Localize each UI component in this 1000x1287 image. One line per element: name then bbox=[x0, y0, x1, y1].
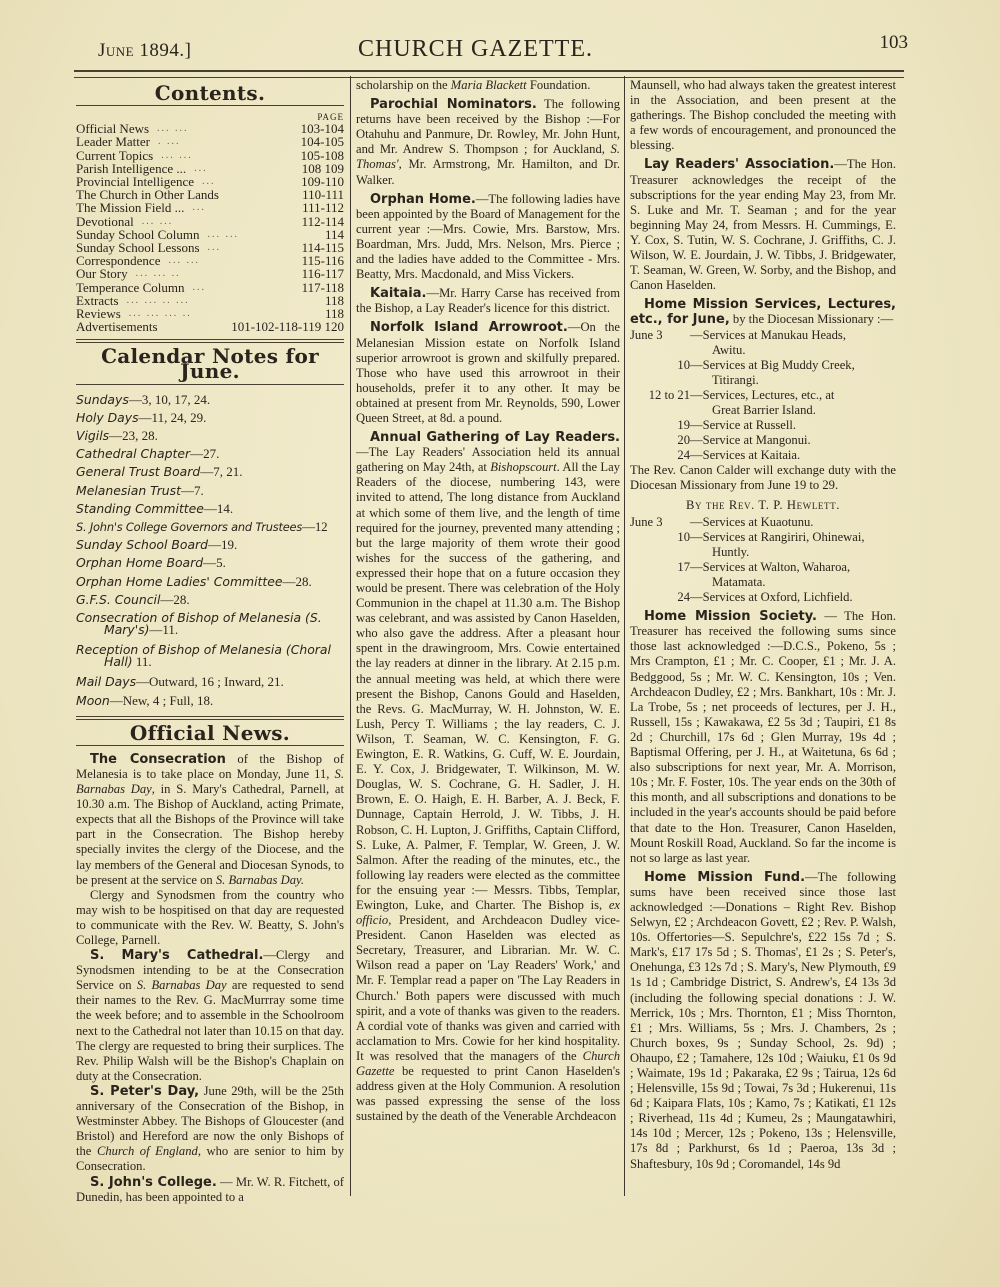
section-rule bbox=[76, 339, 344, 343]
column-middle bbox=[356, 78, 620, 1124]
calendar-entry: G.F.S. Council—28. bbox=[76, 591, 190, 607]
page-number: 103 bbox=[879, 32, 908, 53]
schedule-row: 10 —Services at Rangiriri, Ohinewai, bbox=[677, 529, 865, 544]
toc-entry[interactable]: Reviews ... ... ... .. 118 bbox=[76, 305, 344, 321]
article-norfolk-arrowroot: Norfolk Island Arrowroot.—On the Melanesian Mission estate on Norfolk Island superior arrowroot is grown and skilfully prepared. Those who have used this arrowroot in their households, prefer it to any other. It may be obtained at present from Mr. Reynolds, 590, Lower Queen Street, at 8d. a pound. bbox=[356, 320, 620, 425]
calendar-notes bbox=[76, 391, 344, 710]
schedule-row: 19 —Service at Russell. bbox=[677, 418, 796, 433]
toc-entry[interactable]: Official News ... ... 103-104 bbox=[76, 121, 344, 137]
calendar-entry: Melanesian Trust—7. bbox=[76, 482, 204, 498]
calendar-entry: Mail Days—Outward, 16 ; Inward, 21. bbox=[76, 674, 284, 690]
toc-entry[interactable]: Temperance Column ... 117-118 bbox=[76, 279, 344, 295]
column-right bbox=[630, 78, 896, 1172]
article-lay-readers-association: Lay Readers' Association.—The Hon. Treasurer acknowledges the receipt of the subscriptions for the year ending May 23, from Mr. S. Luke and Mr. T. Seaman ; and for the year beginning May 24, from Messrs. H. Cummings, E. Y. Cox, S. Tutin, W. S. Cochrane, J. Griffiths, C. J. Wilson, W. E. Jourdain, J. W. Tibbs, J. Bridgewater, T. Seaman, W. Green, W. Sorby, and the Bishop, and Canon Haselden. bbox=[630, 157, 896, 293]
article-st-johns-college: S. John's College. — Mr. W. R. Fitchett, of Dunedin, has been appointed to a bbox=[76, 1174, 344, 1204]
calendar-entry: Orphan Home Ladies' Committee—28. bbox=[76, 573, 312, 589]
service-schedule-hewlett: June 3 —Services at Kuaotunu. 10 —Services at Rangiriri, Ohinewai, Huntly. 17 —Services at Walton, Waharoa, Matamata. 24 —Services at Oxford, Lichfield. bbox=[630, 515, 896, 606]
article-lead: S. Mary's Cathedral. bbox=[90, 948, 264, 964]
issue-date: June 1894.] bbox=[98, 40, 192, 61]
calendar-entry: S. John's College Governors and Trustees—12 bbox=[76, 518, 328, 534]
toc-entry[interactable]: The Mission Field ... ... 111-112 bbox=[76, 200, 344, 216]
service-schedule: June 3 —Services at Manukau Heads, Awitu. 10 —Services at Big Muddy Creek, Titirangi. 12 to 21 —Services, Lectures, etc., at Great Barrier Island. 19 —Service at Russell. 20 —Service at Mangonui. 24 —Services at Kaitaia. bbox=[630, 328, 896, 464]
by-line: By the Rev. T. P. Hewlett. bbox=[686, 497, 840, 512]
calendar-entry: Orphan Home Board—5. bbox=[76, 555, 226, 571]
column-divider bbox=[624, 76, 625, 1196]
toc-entry[interactable]: Sunday School Lessons ... 114-115 bbox=[76, 239, 344, 255]
section-rule bbox=[76, 105, 344, 106]
article-orphan-home: Orphan Home.—The following ladies have been appointed by the Board of Management for the current year :—Mrs. Cowie, Mrs. Barstow, Mrs. Boardman, Mrs. Judd, Mrs. Nelson, Mrs. Pierce ; and the ladies have added to the Committee - Mrs. Beatty, Mrs. Macdonald, and Miss Vickers. bbox=[356, 191, 620, 282]
calendar-entry: Cathedral Chapter—27. bbox=[76, 446, 220, 462]
toc-entry[interactable]: Devotional ... ... 112-114 bbox=[76, 213, 344, 229]
toc-entry[interactable]: Our Story ... ... .. 116-117 bbox=[76, 266, 344, 282]
article-lead: S. Peter's Day, bbox=[90, 1083, 200, 1099]
article-lead: S. John's College. bbox=[90, 1174, 217, 1190]
calendar-entry-continued: Mary's)—11. bbox=[104, 622, 179, 638]
article-home-mission-services: Home Mission Services, Lectures, etc., for June, by the Diocesan Missionary :— bbox=[630, 297, 896, 328]
calendar-entry: Standing Committee—14. bbox=[76, 500, 234, 516]
section-rule bbox=[76, 745, 344, 746]
toc-entry[interactable]: Advertisements 101-102-118-119 120 bbox=[76, 319, 344, 335]
schedule-row: 12 to 21 —Services, Lectures, etc., at bbox=[648, 387, 835, 402]
schedule-row: 24 —Services at Kaitaia. bbox=[677, 448, 801, 463]
calendar-entry-continued: Hall) 11. bbox=[104, 654, 152, 670]
calendar-entry: Moon—New, 4 ; Full, 18. bbox=[76, 692, 214, 708]
toc-entry[interactable]: Sunday School Column ... ... 114 bbox=[76, 226, 344, 242]
calendar-entry: Sundays—3, 10, 17, 24. bbox=[76, 391, 211, 407]
article-lead: The Consecration bbox=[90, 751, 226, 767]
toc-page-label: PAGE bbox=[317, 112, 344, 123]
toc-entry[interactable]: Leader Matter . ... 104-105 bbox=[76, 134, 344, 150]
official-news-heading: Official News. bbox=[129, 720, 291, 745]
article-kaitaia: Kaitaia.—Mr. Harry Carse has received from the Bishop, a Lay Reader's licence for this district. bbox=[356, 286, 620, 316]
toc-entry[interactable]: Extracts ... ... .. ... 118 bbox=[76, 292, 344, 308]
toc-entry[interactable]: The Church in Other Lands 110-111 bbox=[76, 187, 344, 203]
schedule-row: 20 —Service at Mangonui. bbox=[677, 433, 811, 448]
toc-entry[interactable]: Provincial Intelligence ... 109-110 bbox=[76, 173, 344, 189]
column-left bbox=[76, 78, 344, 1205]
article-st-marys-cathedral: S. Mary's Cathedral.—Clergy and Synodsmen intending to be at the Consecration Service on S. Barnabas Day are requested to send their names to the Rev. G. MacMurrray some time the week before; and to assemble in the Schoolroom next to the Cathedral not later than 10.15 on that day. The clergy are requested to bring their surplices. The Rev. Philip Walsh will be the Bishop's Chaplain on duty at the Consecration. bbox=[76, 948, 345, 1083]
article-parochial-nominators: Parochial Nominators. The following returns have been received by the Bishop :—For Otahuhu and Panmure, Dr. Rowley, Mr. John Hunt, and Mr. Andrew S. Thompson ; for Auckland, S. Thomas', Mr. Armstrong, Mr. Hamilton, and Dr. Walker. bbox=[356, 97, 621, 187]
calendar-entry: Holy Days—11, 24, 29. bbox=[76, 409, 207, 425]
page-header bbox=[98, 30, 908, 70]
column-divider bbox=[350, 76, 351, 1196]
schedule-row: June 3 —Services at Manukau Heads, bbox=[630, 327, 846, 342]
toc-entry[interactable]: Current Topics ... ... 105-108 bbox=[76, 147, 344, 163]
continued-text: Maunsell, who had always taken the greatest interest in the Association, and been present at the gatherings. The Bishop concluded the meeting with a few words of encouragement, and pronounced the blessing. bbox=[630, 78, 896, 153]
schedule-row: 17 —Services at Walton, Waharoa, bbox=[677, 559, 851, 574]
article-annual-gathering: Annual Gathering of Lay Readers. —The Lay Readers' Association held its annual gathering on May 24th, at Bishopscourt. All the Lay Readers of the diocese, numbering 143, were invited to attend, The long distance from Auckland at which some of them live, and the length of time required for the journey, prevented many attending ; but the large majority of them wrote their good wishes for the success of the gathering, and expressed their hope that on a future occasion they would be present. There was celebration of the Holy Communion in the chapel at 11.30 a.m. The Bishop was celebrant, and was assisted by Canon Haselden, who also gave the address. After a pleasant hour spent in the drawingroom, Mrs. Cowie entertained the lay readers at dinner in the library. At 2.15 p.m. the annual meeting was held, at which there were present the Bishop, Canons Gould and Haselden, the Revs. G. MacMurray, W. H. Johnston, W. E. Lush, Percy T. Williams ; the lay readers, C. J. Wilson, T. Seaman, W. C. Kensington, F. G. Ewington, E. R. Watkins, G. Cuff, W. E. Jourdain, E. Y. Cox, J. Bridgewater, T. Wilkinson, M. W. Douglas, W. S. Cochrane, G. H. Sadler, J. H. Brown, E. O. Haigh, E. H. Barber, A. J. Beck, F. Dunnage, Captain Herrold, J. W. Tibbs, J. H. Robson, C. H. Lupton, J. Griffiths, Captain Clifford, S. Luke, A. Palmer, F. Templar, W. Green, J. W. Salmon. After the reading of the minutes, etc., the following lay readers were elected as the committee for the ensuing year :— Messrs. Tibbs, Templar, Ewington, Luke, and Charter. The Bishop is, ex officio, President, and Archdeacon Dudley vice-President. Canon Haselden was elected as Secretary, Treasurer, and Librarian. Mr. W. C. Wilson read a paper on 'Lay Readers' Work,' and Mr. F. Templar read a paper on 'The Lay Readers in Church.' Both papers were discussed with much spirit, and a vote of thanks was given to the readers. A cordial vote of thanks was given and carried with acclamation to Mrs. Cowie for her kind hospitality. It was resolved that the managers of the Church Gazette be requested to print Canon Haselden's address given at the Holy Communion. A resolution was passed expressing the sense of the loss sustained by the death of the Venerable Archdeacon bbox=[356, 430, 621, 1124]
article-consecration: The Consecration of the Bishop of Melanesia is to take place on Monday, June 11, S. Barnabas Day, in S. Mary's Cathedral, Parnell, at 10.30 a.m. The Bishop of Auckland, acting Primate, expects that all the Bishops of the Province will take part in the Consecration. The Bishop hereby specially invites the clergy of the Diocese, and the lay members of the General and Diocesan Synods, to be present at the service on S. Barnabas Day. Clergy and Synodsmen from the country who may wish to be hospitised on that day are requested to communicate with the Rev. W. Beatty, S. John's College, Parnell. bbox=[76, 751, 345, 947]
table-of-contents bbox=[76, 122, 344, 333]
schedule-row: June 3 —Services at Kuaotunu. bbox=[630, 514, 814, 529]
article-st-peters-day: S. Peter's Day, June 29th, will be the 25th anniversary of the Consecration of the Bishop, in Westminster Abbey. The Bishops of Gloucester (and Bristol) and Hereford are now the only Bishops of the Church of England, who are senior to him by Consecration. bbox=[76, 1083, 345, 1174]
calendar-entry: General Trust Board—7, 21. bbox=[76, 464, 243, 480]
toc-entry[interactable]: Correspondence ... ... 115-116 bbox=[76, 253, 344, 269]
schedule-row: 10 —Services at Big Muddy Creek, bbox=[677, 357, 855, 372]
calendar-entry: Sunday School Board—19. bbox=[76, 537, 238, 553]
calder-note: The Rev. Canon Calder will exchange duty with the Diocesan Missionary from June 19 to 29. bbox=[630, 463, 896, 493]
header-rule bbox=[74, 70, 904, 78]
calendar-entry: Reception of Bishop of Melanesia (Choral bbox=[76, 642, 331, 658]
section-rule bbox=[76, 384, 344, 385]
article-home-mission-fund: Home Mission Fund.—The following sums have been received since those last acknowledged :—Donations – Right Rev. Bishop Selwyn, £2 ; Archdeacon Govett, £2 ; Rev. P. Walsh, 10s. Offertories—S. Sepulchre's, £22 15s 7d ; S. Mark's, £17 17s 5d ; S. Thomas', £1 2s ; S. Peter's, Onehunga, £3 12s 7d ; S. Mary's, New Plymouth, £9 1s 1d ; Cambridge District, S. Andrew's, £4 13s 3d (including the following special donations : J. W. Merrick, 10s ; Mrs. Thornton, £1 ; Miss Thornton, £1 ; Mrs. Williams, 5s ; Mrs. J. Chambers, 2s ; Church boxes, 9s ; Sunday School, 2s. 9d) ; Ohaupo, £2 ; Tamahere, 12s 10d ; Waiuku, £1 0s 9d ; Waimate, 19s 1d ; Pakaraka, £2 9s ; Tairua, 12s 6d ; Helensville, 15s 9d ; Towai, 7s 3d ; Hukerenui, 11s 6d ; Kaipara Flats, 10s ; Kamo, 7s ; Katikati, £1 12s ; Riverhead, 11s 4d ; Kumeu, 2s ; Maungatawhiri, 14s 10d ; Mercer, 12s ; Pokeno, 13s ; Helensville, 17s 8d ; Parkhurst, 6s 1d ; Paeroa, 13s 3d ; Shaftesbury, 10s 9d ; Coromandel, 14s 9d bbox=[630, 869, 896, 1171]
calendar-heading: Calendar Notes for June. bbox=[101, 344, 319, 384]
schedule-row: 24 —Services at Oxford, Lichfield. bbox=[677, 590, 853, 605]
publication-title: CHURCH GAZETTE. bbox=[358, 36, 593, 62]
article-home-mission-society: Home Mission Society. — The Hon. Treasurer has received the following sums since those last acknowledged :—D.C.S., Pokeno, 5s ; Mrs Crampton, £1 ; Mr. C. Cooper, £1 ; Mr. J. A. Bedggood, 5s ; Mr. W. C. Kensington, 10s ; Ven. Archdeacon Dudley, £2 ; Mrs. Bankhart, 10s : Mr. J. La Trobe, 5s ; net proceeds of lectures, per J. H., Russell, 15s ; Kawakawa, £2 5s 3d ; Taupiri, £1 8s 2d ; Churchill, 17s 6d ; Glen Murray, 19s 4d ; Baptismal Offering, per J. H., at Waitetuna, 6s 6d ; also subscriptions for next year, Mr. A. Morrison, 10s ; Mr. F. Foster, 10s. The year ends on the 30th of this month, and all subscriptions and donations to be included in the year's accounts should be paid before that date to the Hon. Treasurer, Canon Haselden, Mount Roskill Road, Auckland. So far the income is not so large as last year. bbox=[630, 609, 896, 865]
section-rule bbox=[76, 716, 344, 720]
calendar-entry: Consecration of Bishop of Melanesia (S. bbox=[76, 609, 322, 625]
toc-entry[interactable]: Parish Intelligence ... ... 108 109 bbox=[76, 160, 344, 176]
contents-heading: Contents. bbox=[154, 81, 266, 105]
continued-text: scholarship on the Maria Blackett Foundation. bbox=[356, 78, 591, 92]
calendar-entry: Vigils—23, 28. bbox=[76, 427, 158, 443]
